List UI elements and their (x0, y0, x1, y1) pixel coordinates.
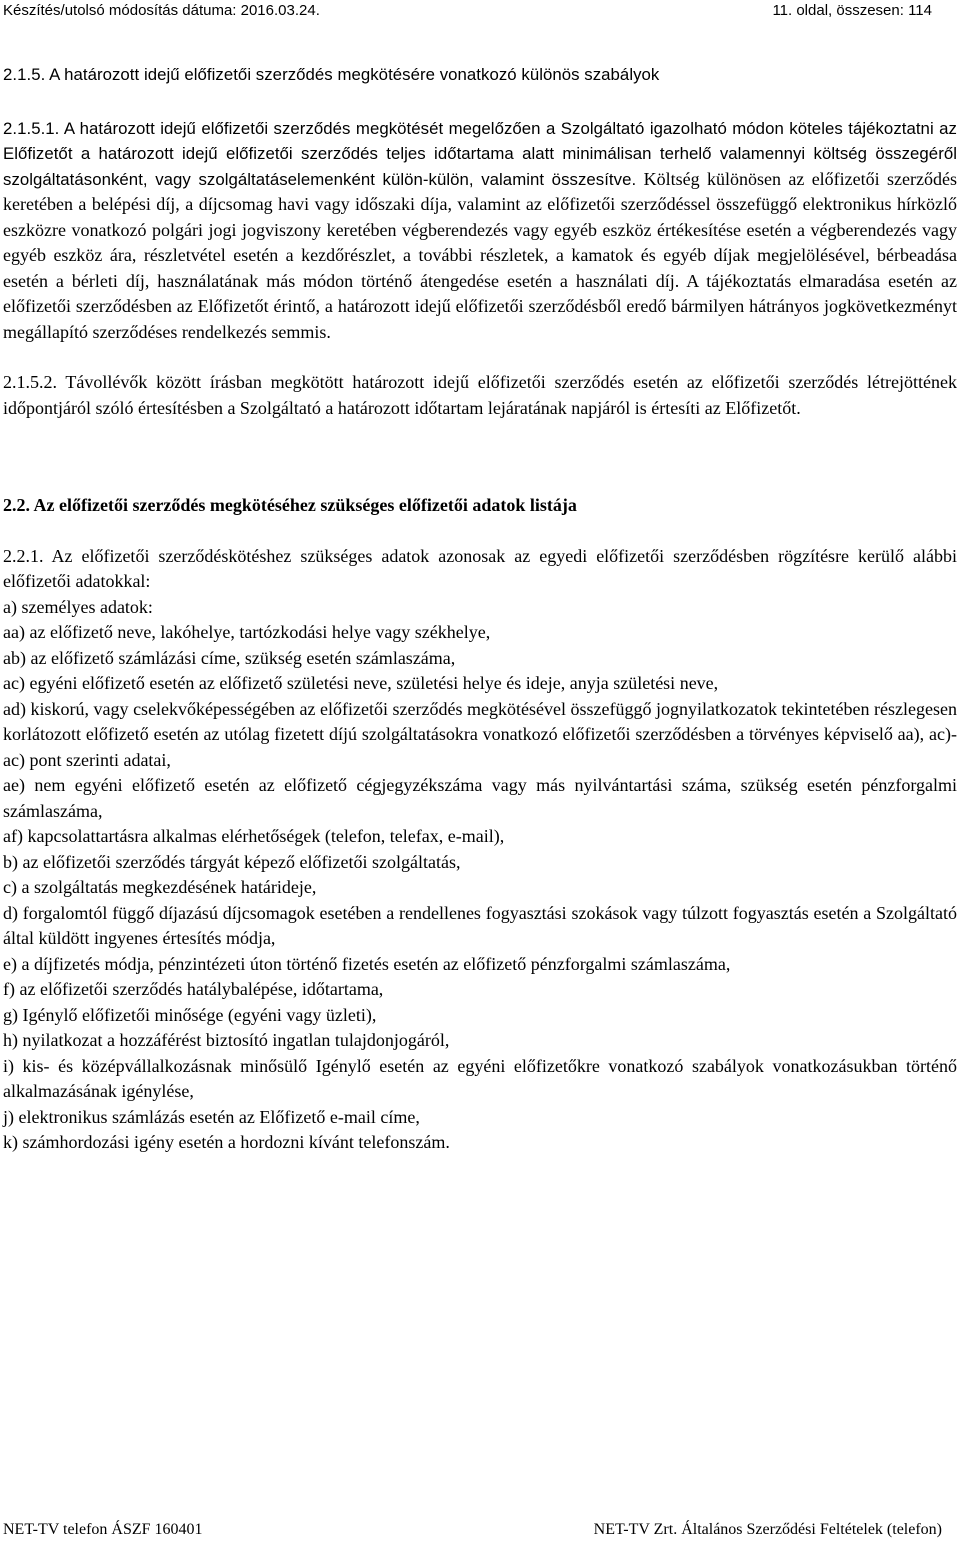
list-item: g) Igénylő előfizetői minősége (egyéni vagy üzleti), (3, 1004, 377, 1025)
list-item: ab) az előfizető számlázási címe, szükség esetén számlaszáma, (3, 647, 456, 668)
list-item: ae) nem egyéni előfizető esetén az előfizető cégjegyzékszáma vagy más nyilvántartási száma, szükség esetén pénzforgalmi számlaszáma, (3, 775, 957, 821)
list-item: aa) az előfizető neve, lakóhelye, tartózkodási helye vagy székhelye, (3, 622, 491, 642)
list-item: h) nyilatkozat a hozzáférést biztosító ingatlan tulajdonjogáról, (3, 1030, 450, 1050)
list-item: a) személyes adatok: (3, 596, 153, 617)
list-item: j) elektronikus számlázás esetén az Előfizető e-mail címe, (3, 1106, 420, 1127)
list-item: af) kapcsolattartásra alkalmas elérhetőségek (telefon, telefax, e-mail), (3, 826, 505, 846)
document-body (3, 62, 957, 1156)
paragraph-2-1-5-1 (3, 116, 957, 346)
subscriber-data-list (3, 595, 957, 1156)
footer-document-title: NET-TV Zrt. Általános Szerződési Feltételek (telefon) (593, 1521, 942, 1538)
list-item: c) a szolgáltatás megkezdésének határideje, (3, 877, 317, 897)
list-item: b) az előfizetői szerződés tárgyát képező előfizetői szolgáltatás, (3, 851, 461, 872)
page-number: 11. oldal, összesen: 114 (772, 2, 932, 19)
paragraph-2-1-5-1-serif: Költség különösen az előfizetői szerződés keretében a belépési díj, a díjcsomag havi vagy időszaki díja, valamint az előfizetői szerződéssel összefüggő elektronikus hírközlő eszközre vonatkozó polgári jogi jogviszony keretében végberendezés vagy egyéb eszköz értékesítése esetén a végberendezés vagy egyéb eszköz ára, részletvétel esetén a kezdőrészlet, a további részletek, a kamatok és egyéb díjak megjelölésével, bérbeadása esetén a bérleti díj, használatának más módon történő átengedése esetén a használati díj. A tájékoztatás elmaradása esetén az előfizetői szerződésben az Előfizetőt érintő, a határozott idejű előfizetői szerződésből eredő bármilyen hátrányos jogkövetkezményt megállapító szerződéses rendelkezés semmis. (3, 168, 957, 342)
page-header (3, 0, 932, 22)
paragraph-2-1-5-2: 2.1.5.2. Távollévők között írásban megkötött határozott idejű előfizetői szerződés esetén az előfizetői szerződés létrejöttének időpontjáról szóló értesítésben a Szolgáltató a határozott időtartam lejáratának napjáról is értesíti az Előfizetőt. (3, 372, 957, 418)
list-item: ad) kiskorú, vagy cselekvőképességében az előfizetői szerződés megkötésével összefüggő jognyilatkozatok tekintetében részlegesen korlátozott előfizető esetén az utólag fizetett díjú szolgáltatásokra vonatkozó előfizetői szerződésben a törvényes képviselő aa), ac)-ac) pont szerinti adatai, (3, 698, 957, 770)
list-item: f) az előfizetői szerződés hatálybalépése, időtartama, (3, 979, 384, 999)
section-2-1-5-title: 2.1.5. A határozott idejű előfizetői szerződés megkötésére vonatkozó különös szabályok (3, 65, 660, 84)
list-item: e) a díjfizetés módja, pénzintézeti úton történő fizetés esetén az előfizető pénzforgalmi számlaszáma, (3, 953, 731, 974)
list-item: d) forgalomtól függő díjazású díjcsomagok esetében a rendellenes fogyasztási szokások vagy túlzott fogyasztás esetén a Szolgáltató által küldött ingyenes értesítés módja, (3, 902, 957, 948)
paragraph-2-1-5-1-sans: 2.1.5.1. A határozott idejű előfizetői szerződés megkötését megelőzően a Szolgáltató igazolható módon köteles tájékoztatni az Előfizetőt a határozott idejű előfizetői szerződés teljes időtartama alatt minimálisan terhelő valamennyi költség összegéről szolgáltatásonként, vagy szolgáltatáselemenként külön-külön, valamint összesítve. (3, 118, 957, 189)
footer-document-id: NET-TV telefon ÁSZF 160401 (3, 1521, 203, 1538)
list-item: k) számhordozási igény esetén a hordozni kívánt telefonszám. (3, 1132, 450, 1152)
list-item: ac) egyéni előfizető esetén az előfizető születési neve, születési helye és ideje, anyja születési neve, (3, 673, 719, 693)
paragraph-2-2-1: 2.2.1. Az előfizetői szerződéskötéshez szükséges adatok azonosak az egyedi előfizetői szerződésben rögzítésre kerülő alábbi előfizetői adatokkal: (3, 545, 957, 591)
modification-date: Készítés/utolsó módosítás dátuma: 2016.03.24. (3, 2, 320, 19)
section-2-2-title: 2.2. Az előfizetői szerződés megkötéséhez szükséges előfizetői adatok listája (3, 495, 577, 515)
list-item: i) kis- és középvállalkozásnak minősülő Igénylő esetén az egyéni előfizetőkre vonatkozó szabályok vonatkozásukban történő alkalmazásának igénylése, (3, 1055, 957, 1101)
